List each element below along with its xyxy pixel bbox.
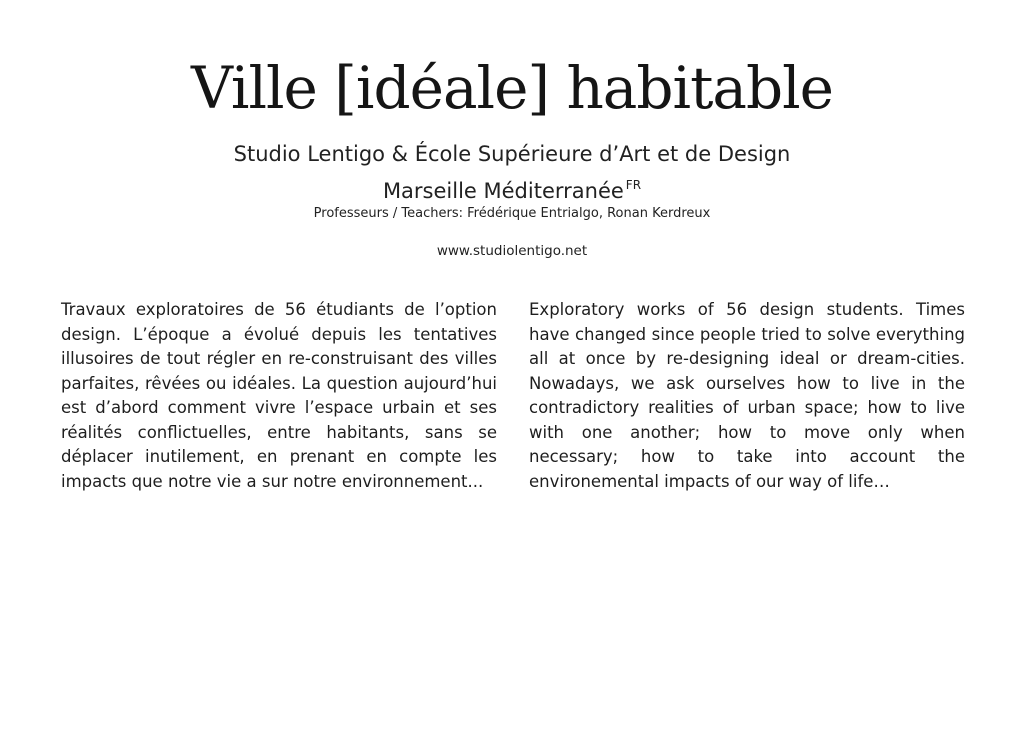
website-link[interactable]: www.studiolentigo.net [436, 243, 588, 259]
description-french: Travaux exploratoires de 56 étudiants de l’option design. L’époque a évolué depuis les tentatives illusoires de tout régler en re-construisant des villes parfaites, rêvées ou idéales. La question aujourd’hui est d’abord comment vivre l’espace urbain et ses réalités conflictuelles, entre habitants, sans se déplacer inutilement, en prenant en compte les impacts que notre vie a sur notre environnement... [61, 300, 497, 491]
organization-line-1: Studio Lentigo & École Supérieure d’Art et de Design [233, 142, 791, 166]
organization-line-2 [0, 171, 1024, 205]
country-code: FR [625, 178, 642, 192]
page-title: Ville [idéale] habitable [191, 54, 833, 122]
organization-city: Marseille Méditerranée [382, 179, 624, 203]
description-english: Exploratory works of 56 design students. Times have changed since people tried to solve everything all at once by re-designing ideal or dream-cities. Nowadays, we ask ourselves how to live in the contradictory realities of urban space; how to live with one another; how to move only when necessary; how to take into account the environemental impacts of our way of life… [529, 300, 965, 491]
teachers-credit: Professeurs / Teachers: Frédérique Entrialgo, Ronan Kerdreux [313, 206, 711, 221]
